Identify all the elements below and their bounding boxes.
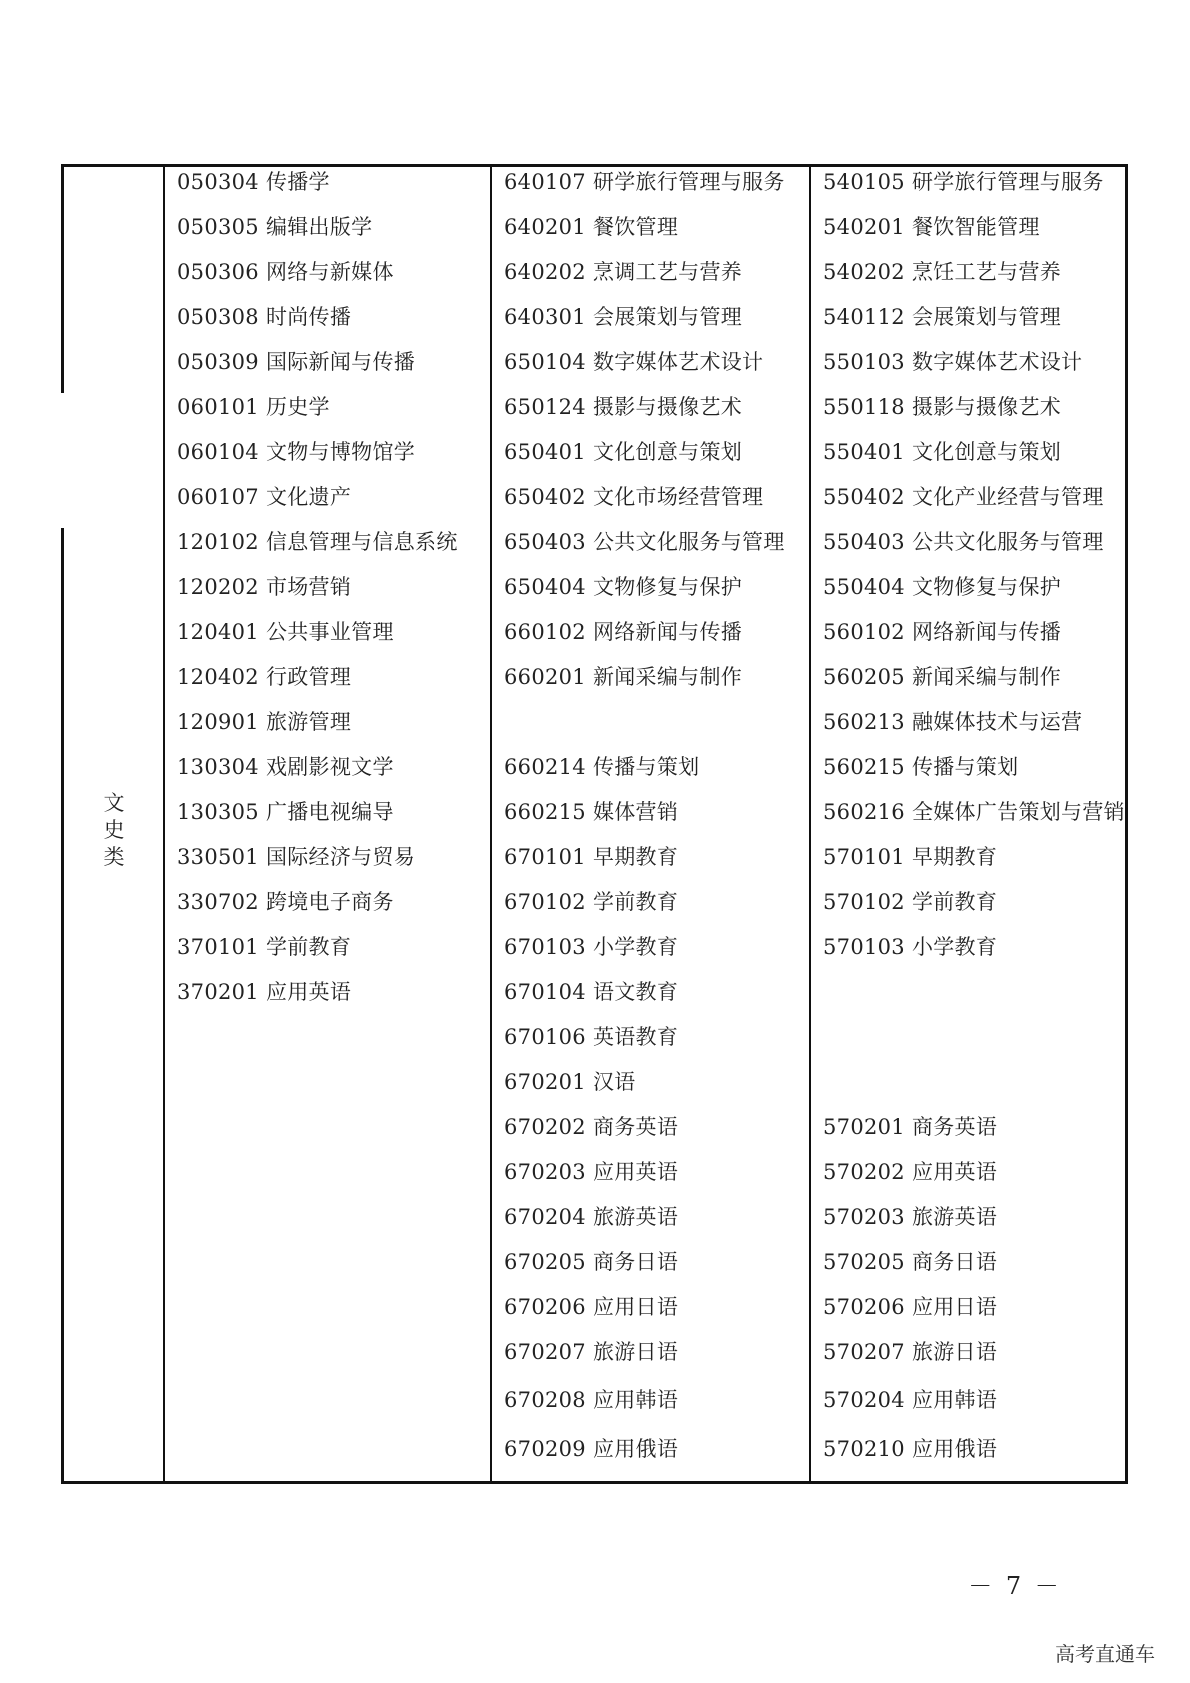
table-cell: 570206 应用日语	[823, 1295, 998, 1319]
table-cell: 650403 公共文化服务与管理	[504, 530, 785, 554]
watermark: 高考直通车	[1055, 1642, 1155, 1666]
table-cell: 650402 文化市场经营管理	[504, 485, 764, 509]
category-border-gap	[61, 393, 64, 528]
table-cell: 330702 跨境电子商务	[177, 890, 394, 914]
table-cell: 670204 旅游英语	[504, 1205, 679, 1229]
table-cell: 650104 数字媒体艺术设计	[504, 350, 764, 374]
table-cell: 660201 新闻采编与制作	[504, 665, 743, 689]
table-cell: 570204 应用韩语	[823, 1388, 998, 1412]
table-cell: 640301 会展策划与管理	[504, 305, 743, 329]
table-cell: 660214 传播与策划	[504, 755, 700, 779]
table-cell: 570203 旅游英语	[823, 1205, 998, 1229]
category-char: 史	[103, 818, 125, 842]
table-cell: 570207 旅游日语	[823, 1340, 998, 1364]
table-cell: 560215 传播与策划	[823, 755, 1019, 779]
table-cell: 540112 会展策划与管理	[823, 305, 1062, 329]
table-cell: 120401 公共事业管理	[177, 620, 394, 644]
table-cell: 570205 商务日语	[823, 1250, 998, 1274]
table-cell: 570210 应用俄语	[823, 1437, 998, 1461]
table-cell: 060104 文物与博物馆学	[177, 440, 416, 464]
category-char: 类	[103, 845, 125, 869]
table-divider	[163, 164, 165, 1484]
table-cell: 060101 历史学	[177, 395, 330, 419]
table-cell: 550403 公共文化服务与管理	[823, 530, 1104, 554]
table-cell: 370201 应用英语	[177, 980, 352, 1004]
table-cell: 650404 文物修复与保护	[504, 575, 743, 599]
table-cell: 640107 研学旅行管理与服务	[504, 170, 785, 194]
table-cell: 670104 语文教育	[504, 980, 679, 1004]
table-cell: 370101 学前教育	[177, 935, 352, 959]
table-cell: 550118 摄影与摄像艺术	[823, 395, 1062, 419]
table-cell: 670106 英语教育	[504, 1025, 679, 1049]
table-cell: 670202 商务英语	[504, 1115, 679, 1139]
table-cell: 560102 网络新闻与传播	[823, 620, 1062, 644]
table-cell: 130304 戏剧影视文学	[177, 755, 394, 779]
table-cell: 670201 汉语	[504, 1070, 636, 1094]
table-cell: 050308 时尚传播	[177, 305, 352, 329]
table-cell: 050305 编辑出版学	[177, 215, 373, 239]
category-label	[98, 790, 130, 871]
table-cell: 560205 新闻采编与制作	[823, 665, 1062, 689]
table-cell: 640201 餐饮管理	[504, 215, 679, 239]
table-cell: 120102 信息管理与信息系统	[177, 530, 458, 554]
table-cell: 550402 文化产业经营与管理	[823, 485, 1104, 509]
table-cell: 540201 餐饮智能管理	[823, 215, 1040, 239]
table-cell: 660215 媒体营销	[504, 800, 679, 824]
table-cell: 670207 旅游日语	[504, 1340, 679, 1364]
table-cell: 670208 应用韩语	[504, 1388, 679, 1412]
table-cell: 670101 早期教育	[504, 845, 679, 869]
table-cell: 050304 传播学	[177, 170, 330, 194]
table-cell: 540202 烹饪工艺与营养	[823, 260, 1062, 284]
table-cell: 540105 研学旅行管理与服务	[823, 170, 1104, 194]
table-divider	[490, 164, 492, 1484]
table-cell: 120402 行政管理	[177, 665, 352, 689]
table-cell: 650401 文化创意与策划	[504, 440, 743, 464]
table-cell: 670203 应用英语	[504, 1160, 679, 1184]
table-cell: 050309 国际新闻与传播	[177, 350, 416, 374]
page-number: － 7 －	[968, 1572, 1062, 1600]
table-cell: 570102 学前教育	[823, 890, 998, 914]
table-cell: 670102 学前教育	[504, 890, 679, 914]
table-cell: 560213 融媒体技术与运营	[823, 710, 1083, 734]
table-divider	[809, 164, 811, 1484]
table-cell: 570103 小学教育	[823, 935, 998, 959]
table-cell: 550404 文物修复与保护	[823, 575, 1062, 599]
table-cell: 670205 商务日语	[504, 1250, 679, 1274]
table-cell: 660102 网络新闻与传播	[504, 620, 743, 644]
table-cell: 570201 商务英语	[823, 1115, 998, 1139]
table-cell: 670209 应用俄语	[504, 1437, 679, 1461]
table-cell: 640202 烹调工艺与营养	[504, 260, 743, 284]
table-cell: 550401 文化创意与策划	[823, 440, 1062, 464]
table-cell: 670103 小学教育	[504, 935, 679, 959]
table-cell: 330501 国际经济与贸易	[177, 845, 416, 869]
table-cell: 670206 应用日语	[504, 1295, 679, 1319]
table-cell: 120901 旅游管理	[177, 710, 352, 734]
table-cell: 130305 广播电视编导	[177, 800, 394, 824]
table-cell: 060107 文化遗产	[177, 485, 352, 509]
table-cell: 120202 市场营销	[177, 575, 352, 599]
table-cell: 650124 摄影与摄像艺术	[504, 395, 743, 419]
table-cell: 570101 早期教育	[823, 845, 998, 869]
table-cell: 050306 网络与新媒体	[177, 260, 394, 284]
table-cell: 560216 全媒体广告策划与营销	[823, 800, 1125, 824]
category-char: 文	[103, 791, 125, 815]
table-cell: 570202 应用英语	[823, 1160, 998, 1184]
table-cell: 550103 数字媒体艺术设计	[823, 350, 1083, 374]
